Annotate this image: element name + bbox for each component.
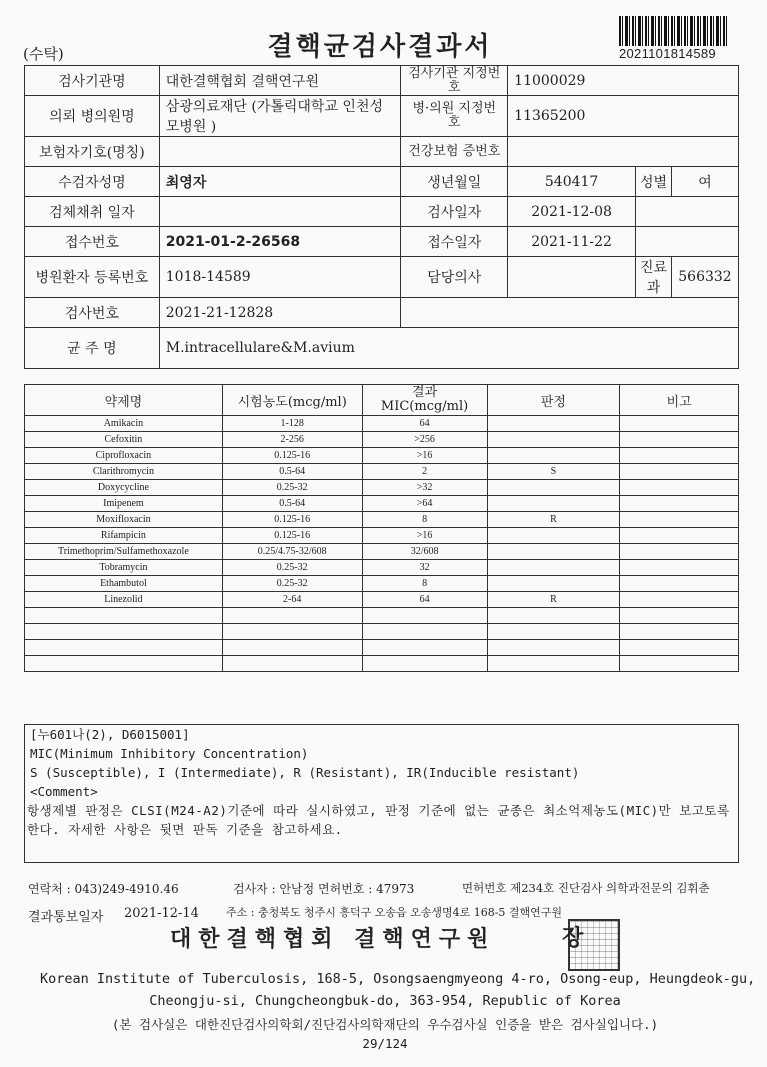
drug-row: [25, 576, 739, 592]
drug-mic-cell: 2: [362, 464, 487, 480]
drug-judge-cell: [487, 432, 620, 448]
consignment-label: (수탁): [23, 45, 64, 63]
drug-range-cell: 0.125-16: [222, 528, 362, 544]
drug-judge-cell: [487, 496, 620, 512]
drug-drug-cell: Ethambutol: [25, 576, 223, 592]
drug-judge-cell: [487, 560, 620, 576]
drug-drug-cell: Ciprofloxacin: [25, 448, 223, 464]
drug-row: [25, 480, 739, 496]
address-en-line2: Cheongju-si, Chungcheongbuk-do, 363-954, Republic of Korea: [149, 993, 621, 1009]
drug-mic-cell: [362, 608, 487, 624]
report-date: 2021-12-14: [124, 906, 199, 921]
lab-value: 대한결핵협회 결핵연구원: [159, 66, 401, 96]
drug-judge-cell: R: [487, 512, 620, 528]
organism-value: M.intracellulare&M.avium: [159, 328, 738, 369]
sex-value: 여: [671, 167, 738, 197]
drug-judge-cell: [487, 448, 620, 464]
receipt-no-label: 접수번호: [25, 227, 160, 257]
test-date-value: 2021-12-08: [508, 197, 636, 227]
doctor-label: 담당의사: [401, 257, 508, 298]
drug-drug-cell: Moxifloxacin: [25, 512, 223, 528]
drug-note-cell: [620, 432, 739, 448]
drug-range-cell: [222, 640, 362, 656]
insurer-label: 보험자기호(명칭): [25, 137, 160, 167]
drug-range-cell: 2-256: [222, 432, 362, 448]
drug-drug-cell: Rifampicin: [25, 528, 223, 544]
drug-mic-cell: >64: [362, 496, 487, 512]
drug-note-cell: [620, 480, 739, 496]
drug-judge-cell: [487, 608, 620, 624]
receipt-date-value: 2021-11-22: [508, 227, 636, 257]
col-header-mic: 결과 MIC(mcg/ml): [362, 385, 487, 416]
drug-row: [25, 416, 739, 432]
drug-mic-cell: 64: [362, 592, 487, 608]
drug-row: [25, 608, 739, 624]
drug-row: [25, 528, 739, 544]
drug-row: [25, 432, 739, 448]
drug-row: [25, 656, 739, 672]
drug-range-cell: [222, 656, 362, 672]
drug-note-cell: [620, 464, 739, 480]
drug-note-cell: [620, 560, 739, 576]
drug-note-cell: [620, 496, 739, 512]
drug-drug-cell: Imipenem: [25, 496, 223, 512]
drug-range-cell: 0.5-64: [222, 496, 362, 512]
official-seal: [562, 919, 620, 971]
lab-code-value: 11000029: [508, 66, 739, 96]
contact: 연락처 : 043)249-4910.46: [28, 882, 179, 896]
barcode-number: 2021101814589: [619, 46, 716, 61]
page-number: 29/124: [362, 1036, 408, 1051]
drug-row: [25, 496, 739, 512]
drug-judge-cell: [487, 480, 620, 496]
page-title: 결핵균검사결과서: [267, 32, 493, 62]
drug-mic-cell: [362, 640, 487, 656]
drug-row: [25, 624, 739, 640]
doctor-value: [508, 257, 636, 298]
drug-row: [25, 464, 739, 480]
birth-value: 540417: [508, 167, 636, 197]
dept-label: 진료과: [636, 257, 672, 298]
barcode: [619, 16, 729, 46]
drug-mic-cell: >32: [362, 480, 487, 496]
drug-drug-cell: Clarithromycin: [25, 464, 223, 480]
drug-judge-cell: [487, 656, 620, 672]
susceptibility-table: [24, 384, 739, 672]
lab-label: 검사기관명: [25, 66, 160, 96]
drug-range-cell: 0.25/4.75-32/608: [222, 544, 362, 560]
drug-mic-cell: [362, 624, 487, 640]
drug-mic-cell: >16: [362, 528, 487, 544]
drug-note-cell: [620, 512, 739, 528]
drug-drug-cell: Linezolid: [25, 592, 223, 608]
lab-code-label: 검사기관 지정번호: [401, 66, 508, 96]
drug-drug-cell: Trimethoprim/Sulfamethoxazole: [25, 544, 223, 560]
notes-code: [누601나(2), D6015001]: [30, 727, 190, 742]
drug-range-cell: 0.25-32: [222, 560, 362, 576]
notes-legend: S (Susceptible), I (Intermediate), R (Resistant), IR(Inducible resistant): [30, 765, 580, 780]
drug-judge-cell: [487, 416, 620, 432]
examiner: 검사자 : 안남정 면허번호 : 47973: [233, 882, 415, 896]
insurer-value: [159, 137, 401, 167]
col-header-range: 시험농도(mcg/ml): [222, 385, 362, 416]
drug-judge-cell: [487, 640, 620, 656]
drug-range-cell: [222, 608, 362, 624]
reg-no-value: 1018-14589: [159, 257, 401, 298]
col-header-drug: 약제명: [25, 385, 223, 416]
hospital-label: 의뢰 병의원명: [25, 96, 160, 137]
drug-note-cell: [620, 592, 739, 608]
drug-drug-cell: Cefoxitin: [25, 432, 223, 448]
receipt-date-label: 접수일자: [401, 227, 508, 257]
insurance-no-value: [508, 137, 739, 167]
col-header-note: 비고: [620, 385, 739, 416]
drug-range-cell: 1-128: [222, 416, 362, 432]
drug-row: [25, 592, 739, 608]
patient-info-table: [24, 65, 739, 369]
drug-note-cell: [620, 416, 739, 432]
drug-note-cell: [620, 624, 739, 640]
notes-mic-definition: MIC(Minimum Inhibitory Concentration): [30, 746, 309, 761]
reg-no-label: 병원환자 등록번호: [25, 257, 160, 298]
dept-value: 566332: [671, 257, 738, 298]
address-en-line1: Korean Institute of Tuberculosis, 168-5, Osongsaengmyeong 4-ro, Osong-eup, Heungdeok-gu,: [40, 971, 756, 987]
drug-note-cell: [620, 576, 739, 592]
drug-range-cell: [222, 624, 362, 640]
drug-judge-cell: R: [487, 592, 620, 608]
drug-row: [25, 512, 739, 528]
notes-comment: 항생제별 판정은 CLSI(M24-A2)기준에 따라 실시하였고, 판정 기준에 없는 균종은 최소억제농도(MIC)만 보고토록 한다. 자세한 사항은 뒷면 판독 기준을 참고하세요.: [27, 803, 730, 837]
insurance-no-label: 건강보험 증번호: [401, 137, 508, 167]
test-date-label: 검사일자: [401, 197, 508, 227]
drug-row: [25, 544, 739, 560]
seal-character: 장: [562, 926, 584, 951]
drug-note-cell: [620, 640, 739, 656]
drug-range-cell: 0.25-32: [222, 480, 362, 496]
drug-mic-cell: >256: [362, 432, 487, 448]
drug-mic-cell: 32: [362, 560, 487, 576]
drug-drug-cell: [25, 640, 223, 656]
drug-note-cell: [620, 656, 739, 672]
drug-row: [25, 448, 739, 464]
drug-mic-cell: 64: [362, 416, 487, 432]
drug-note-cell: [620, 544, 739, 560]
drug-range-cell: 2-64: [222, 592, 362, 608]
drug-range-cell: 0.125-16: [222, 512, 362, 528]
notes-comment-label: <Comment>: [30, 784, 98, 799]
drug-note-cell: [620, 608, 739, 624]
exam-no-label: 검사번호: [25, 298, 160, 328]
col-header-judge: 판정: [487, 385, 620, 416]
drug-judge-cell: [487, 544, 620, 560]
notes-box: [24, 724, 739, 863]
drug-judge-cell: [487, 624, 620, 640]
drug-mic-cell: >16: [362, 448, 487, 464]
patient-value: 최영자: [159, 167, 401, 197]
hospital-code-label: 병·의원 지정번호: [401, 96, 508, 137]
drug-mic-cell: 8: [362, 512, 487, 528]
drug-row: [25, 640, 739, 656]
collect-date-label: 검체채취 일자: [25, 197, 160, 227]
drug-row: [25, 560, 739, 576]
receipt-no-value: 2021-01-2-26568: [159, 227, 401, 257]
drug-drug-cell: Amikacin: [25, 416, 223, 432]
drug-drug-cell: Doxycycline: [25, 480, 223, 496]
drug-mic-cell: 8: [362, 576, 487, 592]
drug-judge-cell: [487, 528, 620, 544]
drug-note-cell: [620, 528, 739, 544]
drug-mic-cell: 32/608: [362, 544, 487, 560]
drug-judge-cell: S: [487, 464, 620, 480]
drug-range-cell: 0.5-64: [222, 464, 362, 480]
hospital-code-value: 11365200: [508, 96, 739, 137]
license: 면허번호 제234호 진단검사 의학과전문의 김휘춘: [462, 881, 710, 895]
drug-range-cell: 0.125-16: [222, 448, 362, 464]
drug-drug-cell: Tobramycin: [25, 560, 223, 576]
report-date-label: 결과통보일자: [28, 910, 104, 925]
organization-name: 대한결핵협회 결핵연구원: [170, 927, 496, 952]
patient-label: 수검자성명: [25, 167, 160, 197]
drug-note-cell: [620, 448, 739, 464]
drug-drug-cell: [25, 656, 223, 672]
collect-date-value: [159, 197, 401, 227]
sex-label: 성별: [636, 167, 672, 197]
drug-range-cell: 0.25-32: [222, 576, 362, 592]
certification-note: (본 검사실은 대한진단검사의학회/진단검사의학재단의 우수검사실 인증을 받은 검사실입니다.): [111, 1017, 659, 1032]
exam-no-value: 2021-21-12828: [159, 298, 401, 328]
hospital-value: 삼광의료재단 (가톨릭대학교 인천성모병원 ): [159, 96, 401, 137]
drug-mic-cell: [362, 656, 487, 672]
drug-drug-cell: [25, 624, 223, 640]
address-kr: 주소 : 충청북도 청주시 흥덕구 오송읍 오송생명4로 168-5 결핵연구원: [226, 906, 563, 919]
drug-judge-cell: [487, 576, 620, 592]
birth-label: 생년월일: [401, 167, 508, 197]
organism-label: 균 주 명: [25, 328, 160, 369]
drug-drug-cell: [25, 608, 223, 624]
